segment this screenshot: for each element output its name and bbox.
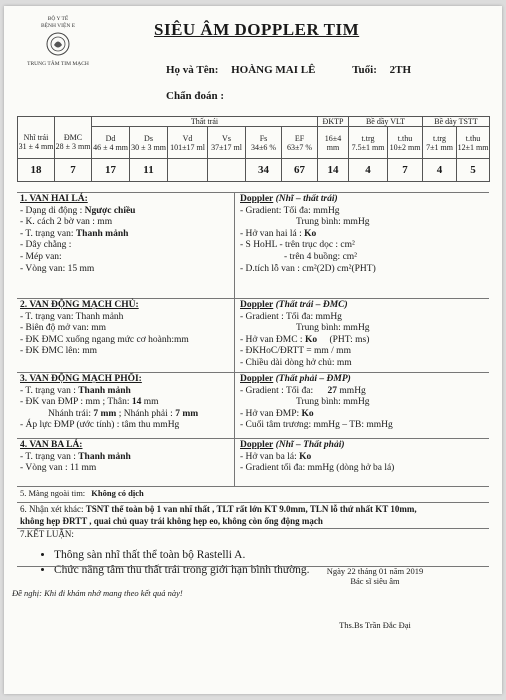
tricuspid-annulus: - Vòng van : 11 mm [20, 463, 97, 474]
aortic-doppler-sub: (Thất trái – ĐMC) [275, 300, 348, 310]
pericardium-value: Không có dịch [91, 488, 144, 498]
aortic-ascending: - ĐK ĐMC lên: mm [20, 346, 98, 357]
pulmonary-trunk-unit: mm [143, 397, 159, 408]
value-cell [208, 159, 246, 182]
header-name: Fs [259, 133, 268, 143]
section-title-aortic: 2. VAN ĐỘNG MẠCH CHỦ: [20, 300, 139, 310]
pulmonary-state-label: - T. trạng van : [20, 385, 76, 396]
value-cell: 4 [423, 159, 457, 182]
section-tricuspid-left [20, 440, 131, 475]
mitral-state-value: Thanh mảnh [75, 228, 129, 239]
section-title-tricuspid: 4. VAN BA LÁ: [20, 440, 83, 450]
header-norm: 63±7 % [286, 142, 313, 152]
conclusion-item-1: • Thông sàn nhĩ thất thể toàn bộ Rastelli A. [54, 548, 310, 563]
signature-block [300, 566, 450, 630]
patient-line [166, 64, 411, 76]
aortic-opening: - Biên độ mở van: mm [20, 323, 107, 334]
tricuspid-regurg-value: Ko [299, 451, 312, 462]
ministry-label: BỘ Y TẾ [47, 16, 69, 22]
header-norm: 46 ± 4 mm [93, 142, 128, 152]
header-name: EF [294, 133, 305, 143]
hospital-label: BỆNH VIỆN E [40, 23, 76, 29]
header-norm: 12±1 mm [457, 142, 489, 152]
header-cell [130, 127, 168, 159]
header-name: Vd [182, 133, 193, 143]
section-conclusion-title [20, 529, 74, 541]
tricuspid-gradient: - Gradient tối đa: mmHg (dòng hở ba lá) [240, 463, 395, 474]
header-cell [55, 127, 92, 159]
aortic-state: - T. trạng van: Thanh mảnh [20, 311, 124, 322]
mitral-gradient-max: - Gradient: Tối đa: mmHg [240, 205, 340, 216]
header-cell [282, 127, 318, 159]
mitral-motion-value: Ngược chiều [84, 205, 136, 216]
section-aortic-left [20, 300, 189, 358]
header-norm: 28 ± 3 mm [55, 142, 91, 152]
header-norm: 7.5±1 mm [351, 142, 385, 152]
report-title: SIÊU ÂM DOPPLER TIM [154, 20, 360, 39]
value-cell: 5 [457, 159, 490, 182]
section-other-notes [20, 504, 486, 527]
header-name: t.trg [433, 133, 446, 143]
pulmonary-left-label: Nhánh trái: [48, 408, 92, 419]
section-mitral-left [20, 194, 135, 275]
value-cell: 7 [55, 159, 92, 182]
mitral-commissure: - Mép van: [20, 251, 62, 262]
pulmonary-gradient-value: 27 [327, 385, 338, 396]
header-cell [18, 127, 55, 159]
value-cell: 7 [388, 159, 423, 182]
value-cell: 4 [349, 159, 388, 182]
conclusion-label: 7.KẾT LUẬN: [20, 529, 74, 539]
mitral-state-label: - T. trạng van: [20, 228, 74, 239]
mitral-motion-label: - Dạng di động : [20, 205, 83, 216]
header-name: t.trg [361, 133, 375, 143]
notes-line2: không hẹp ĐRTT , quai chủ quay trái không hẹp eo, không còn ống động mạch [20, 515, 323, 526]
mitral-doppler-sub: (Nhĩ – thất trái) [275, 194, 338, 204]
notes-label: 6. Nhận xét khác: [20, 504, 84, 514]
hospital-logo-icon [46, 32, 70, 56]
name-label: Họ và Tên: [166, 64, 219, 76]
measurement-table [17, 116, 490, 182]
mitral-gradient-mean: Trung bình: mmHg [296, 217, 370, 228]
header-cell [423, 127, 457, 159]
header-name: ĐMC [63, 133, 83, 143]
aortic-doppler-title: Doppler [240, 300, 274, 310]
header-cell [246, 127, 282, 159]
value-cell: 17 [92, 159, 130, 182]
mitral-area-long: - S HoHL - trên trục dọc : cm² [240, 240, 355, 251]
report-paper [4, 6, 502, 694]
aortic-jet-length: - Chiều dài dòng hở chủ: mm [240, 357, 352, 368]
doctor-role: Bác sĩ siêu âm [350, 576, 400, 586]
mitral-doppler-title: Doppler [240, 194, 274, 204]
aortic-descending: - ĐK ĐMC xuống ngang mức cơ hoành:mm [20, 334, 189, 345]
pulmonary-doppler-sub: (Thất phải – ĐMP) [275, 374, 351, 384]
header-norm: 7±1 mm [426, 142, 453, 152]
pulmonary-diastolic: - Cuối tâm trương: mmHg – TB: mmHg [240, 420, 393, 431]
aortic-regurg-label: - Hở van ĐMC : [240, 334, 303, 345]
mitral-distance: - K. cách 2 bờ van : mm [20, 217, 113, 228]
header-cell [388, 127, 423, 159]
section-title-pulmonary: 3. VAN ĐỘNG MẠCH PHỔI: [20, 374, 142, 384]
pulmonary-gradient-mean: Trung bình: mmHg [296, 397, 370, 408]
pulmonary-right-label: ; Nhánh phải : [118, 408, 173, 419]
patient-age: 2TH [389, 64, 412, 76]
tricuspid-state-label: - T. trạng van : [20, 451, 76, 462]
doctor-name: Ths.Bs Trần Đắc Đại [339, 620, 411, 630]
pulmonary-right-value: 7 mm [175, 408, 199, 419]
section-title-mitral: 1. VAN HAI LÁ: [20, 194, 88, 204]
header-cell [457, 127, 490, 159]
header-name: t.thu [465, 133, 481, 143]
pericardium-label: 5. Màng ngoài tim: [20, 488, 86, 498]
header-norm: 10±2 mm [389, 142, 421, 152]
header-norm: 30 ± 3 mm [131, 142, 166, 152]
mitral-area-4ch: - trên 4 buồng: cm² [284, 251, 358, 262]
pulmonary-pressure: - Áp lực ĐMP (ước tính) : tâm thu mmHg [20, 420, 180, 431]
section-aortic-right [240, 300, 370, 370]
tricuspid-regurg-label: - Hở van ba lá: [240, 451, 297, 462]
mitral-chordae: - Dây chằng : [20, 240, 72, 251]
patient-name: HOÀNG MAI LÊ [231, 64, 316, 76]
section-pulmonary-right [240, 374, 393, 432]
group-left-ventricle: Thất trái [92, 117, 318, 127]
header-cell [92, 127, 130, 159]
hospital-header [18, 16, 98, 68]
header-name: Dd [105, 133, 116, 143]
value-cell [168, 159, 208, 182]
aortic-gradient-max: - Gradient : Tối đa: mmHg [240, 311, 342, 322]
pulmonary-diameter-label: - ĐK van ĐMP : mm ; Thân: [20, 397, 130, 408]
tricuspid-doppler-sub: (Nhĩ – Thất phải) [275, 440, 345, 450]
pulmonary-state-value: Thanh mảnh [78, 385, 131, 396]
header-norm: 101±17 ml [170, 142, 205, 152]
group-dktp: ĐKTP [318, 117, 349, 127]
pulmonary-gradient-unit: mmHg [339, 385, 366, 396]
section-tricuspid-right [240, 440, 394, 475]
header-cell [208, 127, 246, 159]
header-norm: 37±17 ml [211, 142, 242, 152]
pulmonary-regurg-value: Ko [301, 408, 314, 419]
header-cell [349, 127, 388, 159]
tricuspid-doppler-title: Doppler [240, 440, 274, 450]
header-cell [168, 127, 208, 159]
value-cell: 34 [246, 159, 282, 182]
mitral-valve-area: - D.tích lỗ van : cm²(2D) cm²(PHT) [240, 263, 376, 274]
header-name: Vs [222, 133, 231, 143]
mitral-regurg-label: - Hở van hai lá : [240, 228, 302, 239]
pulmonary-regurg-label: - Hở van ĐMP: [240, 408, 300, 419]
advice-note [12, 588, 183, 598]
diagnosis-label: Chẩn đoán : [166, 90, 225, 102]
mitral-regurg-value: Ko [304, 228, 317, 239]
header-norm: 34±6 % [250, 142, 277, 152]
pulmonary-doppler-title: Doppler [240, 374, 274, 384]
aortic-ratio: - ĐKHoC/ĐRTT = mm / mm [240, 346, 351, 357]
header-name: t.thu [397, 133, 413, 143]
header-cell [318, 127, 349, 159]
value-cell: 11 [130, 159, 168, 182]
section-mitral-right [240, 194, 376, 275]
pulmonary-left-value: 7 mm [93, 408, 117, 419]
mitral-annulus: - Vòng van: 15 mm [20, 263, 95, 274]
center-label: TRUNG TÂM TIM MẠCH [27, 61, 89, 67]
section-pulmonary-left [20, 374, 198, 432]
report-date: Ngày 22 tháng 01 năm 2019 [326, 566, 424, 576]
advice-text: Đề nghị: Khi đi khám nhớ mang theo kết quả này! [12, 588, 183, 598]
header-name: Nhĩ trái [23, 133, 49, 143]
value-cell: 67 [282, 159, 318, 182]
tricuspid-state-value: Thanh mảnh [78, 451, 131, 462]
group-tstt: Bề dày TSTT [423, 117, 490, 127]
aortic-pht: (PHT: ms) [329, 334, 370, 345]
value-cell: 14 [318, 159, 349, 182]
conclusion-list [40, 548, 310, 578]
pulmonary-trunk-value: 14 [131, 397, 142, 408]
pulmonary-gradient-label: - Gradient : Tối đa: [240, 385, 314, 396]
header-name: Ds [144, 133, 153, 143]
group-vlt: Bề dầy VLT [349, 117, 423, 127]
header-norm: 31 ± 4 mm [18, 142, 54, 152]
section-pericardium [20, 488, 144, 500]
notes-line1: TSNT thể toàn bộ 1 van nhĩ thất , TLT rất lớn KT 9.0mm, TLN lỗ thứ nhất KT 10mm, [85, 504, 417, 514]
header-norm: 16±4 mm [324, 133, 342, 152]
age-label: Tuổi: [352, 64, 377, 76]
aortic-gradient-mean: Trung bình: mmHg [296, 323, 370, 334]
aortic-regurg-value: Ko [304, 334, 318, 345]
conclusion-item-2: • Chức năng tâm thu thất trái trong giới hạn bình thường. [54, 563, 310, 578]
value-cell: 18 [18, 159, 55, 182]
